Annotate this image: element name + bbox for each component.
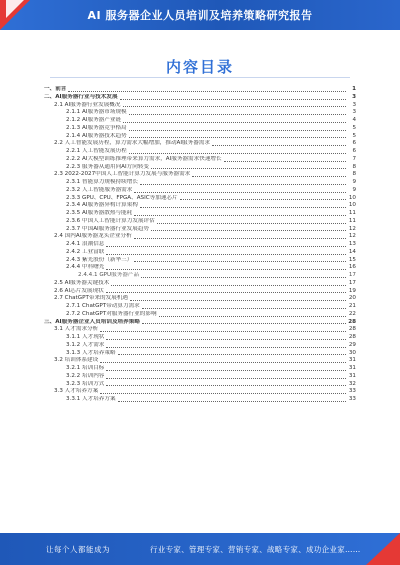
toc-entry[interactable] — [44, 171, 356, 179]
toc-entry[interactable] — [44, 350, 356, 358]
toc-dot-leader — [120, 99, 346, 100]
toc-dot-leader — [118, 354, 346, 355]
toc-page-number: 3 — [352, 109, 356, 116]
toc-entry[interactable] — [44, 342, 356, 350]
toc-entry[interactable] — [44, 218, 356, 226]
toc-page-number: 29 — [348, 341, 356, 348]
toc-entry[interactable] — [44, 156, 356, 164]
toc-dot-leader — [118, 401, 346, 402]
toc-dot-leader — [151, 168, 346, 169]
toc-dot-leader — [130, 300, 346, 301]
toc-dot-leader — [134, 261, 346, 262]
toc-heading: 内容目录 — [165, 58, 234, 76]
toc-dot-leader — [151, 230, 346, 231]
toc-page-number: 15 — [348, 256, 356, 263]
toc-entry[interactable] — [44, 195, 356, 203]
toc-divider — [50, 77, 350, 78]
toc-page-number: 9 — [352, 179, 356, 185]
toc-entry[interactable] — [44, 388, 356, 396]
toc-entry-label: 3.2.2 培训内容 — [66, 372, 105, 379]
toc-entry[interactable] — [44, 357, 356, 365]
toc-entry-label: 2.1.2 AI服务器产业链 — [66, 117, 122, 123]
toc-entry[interactable] — [44, 288, 356, 296]
toc-page-number: 17 — [348, 279, 356, 286]
toc-dot-leader — [111, 285, 346, 286]
toc-entry-label: 二、AI服务器行业与技术发展 — [44, 93, 118, 100]
toc-page-number: 14 — [348, 248, 356, 255]
toc-dot-leader — [106, 254, 346, 255]
toc-entry[interactable] — [44, 319, 356, 327]
toc-page-number: 19 — [348, 287, 356, 294]
toc-entry-label: 2.2 人工智能发展历程，算力需求大幅增加，推动AI服务器需求 — [54, 140, 210, 147]
toc-dot-leader — [159, 316, 346, 317]
toc-dot-leader — [106, 269, 346, 270]
footer-slogan: 让每个人都能成为 — [46, 545, 110, 554]
toc-page-number: 11 — [348, 217, 356, 224]
toc-page-number: 9 — [352, 186, 356, 193]
toc-dot-leader — [106, 347, 346, 348]
toc-entry[interactable] — [44, 241, 356, 249]
toc-page-number: 12 — [348, 225, 356, 232]
toc-entry-label: 2.3.5 AI服务器散热与能耗 — [66, 210, 133, 216]
toc-dot-leader — [142, 308, 346, 309]
toc-dot-leader — [106, 378, 346, 379]
toc-page-number: 13 — [348, 241, 356, 247]
toc-entry[interactable] — [44, 187, 356, 195]
toc-dot-leader — [123, 106, 347, 107]
table-of-contents — [44, 86, 356, 508]
toc-dot-leader — [100, 393, 346, 394]
toc-entry[interactable] — [44, 334, 356, 342]
toc-entry[interactable] — [44, 264, 356, 272]
toc-entry[interactable] — [44, 295, 356, 303]
toc-entry-label: 2.4 国内AI服务器龙头企业分析 — [54, 233, 132, 240]
toc-page-number: 28 — [348, 334, 356, 340]
toc-page-number: 8 — [352, 163, 356, 170]
toc-dot-leader — [68, 91, 346, 92]
toc-page-number: 11 — [348, 210, 356, 216]
toc-dot-leader — [106, 370, 346, 371]
toc-dot-leader — [106, 292, 346, 293]
toc-dot-leader — [142, 323, 346, 324]
toc-entry[interactable] — [44, 381, 356, 389]
toc-entry[interactable] — [44, 94, 356, 102]
toc-entry-label: 3.2.3 培训方式 — [66, 380, 105, 387]
toc-entry-label: 三、AI服务器企业人员培训及培养策略 — [44, 318, 140, 325]
toc-entry-label: 3.1.1 人才现状 — [66, 334, 105, 340]
toc-dot-leader — [100, 362, 346, 363]
toc-entry[interactable] — [44, 249, 356, 257]
toc-page-number: 16 — [348, 264, 356, 271]
toc-entry-label: 2.3.7 中国AI服务器行业发展趋势 — [66, 225, 150, 232]
toc-entry-label: 2.3 2022-2027中国人工智能计算力发展与服务器需求 — [54, 171, 191, 178]
toc-page-number: 4 — [352, 117, 356, 123]
toc-entry-label: 2.3.1 智能算力规模持续增长 — [66, 179, 138, 185]
toc-page-number: 12 — [348, 233, 356, 240]
toc-dot-leader — [140, 207, 346, 208]
toc-dot-leader — [129, 130, 346, 131]
toc-page-number: 28 — [348, 318, 356, 325]
toc-page-number: 32 — [348, 380, 356, 387]
toc-entry[interactable] — [44, 365, 356, 373]
toc-entry-label: 3.1.2 人才需求 — [66, 341, 105, 348]
toc-entry-label: 2.1 AI服务器行业发展概况 — [54, 101, 121, 108]
toc-dot-leader — [134, 192, 346, 193]
toc-page-number: 31 — [348, 365, 356, 371]
toc-entry-label: 2.1.1 AI服务器市场规模 — [66, 109, 127, 116]
toc-dot-leader — [106, 339, 346, 340]
toc-page-number: 6 — [352, 148, 356, 154]
toc-dot-leader — [123, 122, 346, 123]
toc-dot-leader — [129, 137, 346, 138]
toc-entry-label: 2.4.4 中科曙光 — [66, 264, 105, 271]
toc-page-number: 20 — [348, 295, 356, 302]
toc-entry-label: 2.3.6 中国人工智能计算力发展评估 — [66, 217, 155, 224]
toc-entry-label: 2.3.4 AI服务器异构计算架构 — [66, 202, 138, 209]
toc-entry[interactable] — [44, 226, 356, 234]
toc-dot-leader — [129, 114, 346, 115]
toc-page-number: 8 — [352, 171, 356, 178]
toc-entry-label: 3.3 人才培养方案 — [54, 388, 99, 395]
document-title: AI 服务器企业人员培训及培养策略研究报告 — [87, 9, 313, 22]
toc-entry[interactable] — [44, 148, 356, 156]
toc-entry-label: 2.3.2 人工智能服务器需求 — [66, 186, 133, 193]
toc-entry[interactable] — [44, 311, 356, 319]
toc-entry-label: 2.1.3 AI服务器竞争格局 — [66, 124, 127, 131]
toc-dot-leader — [129, 153, 346, 154]
toc-entry-label: 2.6 AI芯片发展现状 — [54, 287, 104, 294]
toc-entry[interactable] — [44, 326, 356, 334]
toc-page-number: 31 — [348, 357, 356, 364]
toc-entry[interactable] — [44, 280, 356, 288]
toc-entry[interactable] — [44, 117, 356, 125]
toc-entry-label: 3.3.1 人才培养方案 — [66, 396, 116, 402]
toc-entry[interactable] — [44, 202, 356, 210]
toc-entry[interactable] — [44, 179, 356, 187]
toc-dot-leader — [106, 246, 346, 247]
toc-page-number: 7 — [352, 155, 356, 162]
toc-entry-label: 2.2.1 人工智能发展历程 — [66, 148, 127, 154]
toc-entry-label: 2.1.4 AI服务器技术趋势 — [66, 132, 127, 139]
toc-entry-label: 2.5 AI服务器关键技术 — [54, 279, 110, 286]
toc-entry[interactable] — [44, 86, 356, 94]
toc-dot-leader — [134, 215, 346, 216]
toc-entry[interactable] — [44, 210, 356, 218]
toc-dot-leader — [180, 199, 346, 200]
toc-entry-label: 2.4.3 紫光股份（新华三） — [66, 256, 133, 263]
toc-entry[interactable] — [44, 396, 356, 404]
toc-entry[interactable] — [44, 102, 356, 110]
footer-red-corner — [366, 533, 400, 565]
toc-page-number: 28 — [348, 326, 356, 333]
toc-dot-leader — [224, 161, 346, 162]
toc-entry-label: 2.2.2 AI大模型训练推理带来算力需求，AI服务器需求快速增长 — [66, 155, 222, 162]
toc-page-number: 5 — [352, 124, 356, 131]
toc-entry-label: 2.3.3 GPU、CPU、FPGA、ASIC等加速芯片 — [66, 194, 178, 201]
toc-entry-label: 2.4.1 浪潮信息 — [66, 241, 105, 247]
toc-page-number: 21 — [348, 303, 356, 309]
toc-entry-label: 2.2.3 服务器从通用向AI方向转变 — [66, 163, 150, 170]
toc-entry[interactable] — [44, 109, 356, 117]
toc-page-number: 33 — [348, 396, 356, 402]
toc-page-number: 10 — [348, 194, 356, 201]
toc-page-number: 22 — [348, 310, 356, 317]
toc-entry-label: 3.2.1 培训目标 — [66, 365, 105, 371]
toc-dot-leader — [134, 238, 346, 239]
toc-page-number: 33 — [348, 388, 356, 395]
toc-entry-label: 一、前言 — [44, 86, 67, 92]
toc-dot-leader — [106, 385, 346, 386]
toc-page-number: 1 — [352, 86, 356, 92]
toc-entry-label: 2.7.1 ChatGPT带动算力需求 — [66, 303, 140, 309]
toc-dot-leader — [141, 277, 346, 278]
toc-dot-leader — [157, 223, 346, 224]
toc-page-number: 17 — [348, 272, 356, 278]
toc-page-number: 3 — [352, 93, 356, 100]
toc-dot-leader — [192, 176, 346, 177]
toc-page-number: 3 — [352, 101, 356, 108]
toc-entry[interactable] — [44, 133, 356, 141]
toc-page-number: 6 — [352, 140, 356, 147]
footer-bar — [0, 533, 400, 565]
toc-entry[interactable] — [44, 272, 356, 280]
toc-entry-label: 2.7 ChatGPT带来的发展机遇 — [54, 295, 129, 302]
toc-entry-label: 3.2 培训体系建设 — [54, 357, 99, 364]
toc-page-number: 30 — [348, 349, 356, 356]
toc-entry-label: 2.4.2 工业富联 — [66, 248, 105, 255]
toc-page-number: 31 — [348, 372, 356, 379]
toc-dot-leader — [100, 331, 346, 332]
toc-entry[interactable] — [44, 257, 356, 265]
toc-entry-label: 2.7.2 ChatGPT对服务器行业的影响 — [66, 310, 157, 317]
toc-entry[interactable] — [44, 140, 356, 148]
toc-entry[interactable] — [44, 303, 356, 311]
toc-entry[interactable] — [44, 125, 356, 133]
toc-entry[interactable] — [44, 164, 356, 172]
toc-page-number: 10 — [348, 202, 356, 209]
toc-entry[interactable] — [44, 373, 356, 381]
toc-dot-leader — [212, 145, 346, 146]
toc-entry-label: 3.1.3 人才培养策略 — [66, 349, 116, 356]
toc-entry-label: 3.1 人才需求分析 — [54, 326, 99, 333]
toc-page-number: 5 — [352, 132, 356, 139]
toc-entry-label: 2.4.4.1 GPU服务器产品 — [78, 272, 140, 278]
header-bar — [0, 0, 400, 30]
toc-dot-leader — [140, 184, 346, 185]
footer-tagline: 行业专家、管理专家、营销专家、战略专家、成功企业家…… — [150, 545, 361, 554]
toc-entry[interactable] — [44, 233, 356, 241]
